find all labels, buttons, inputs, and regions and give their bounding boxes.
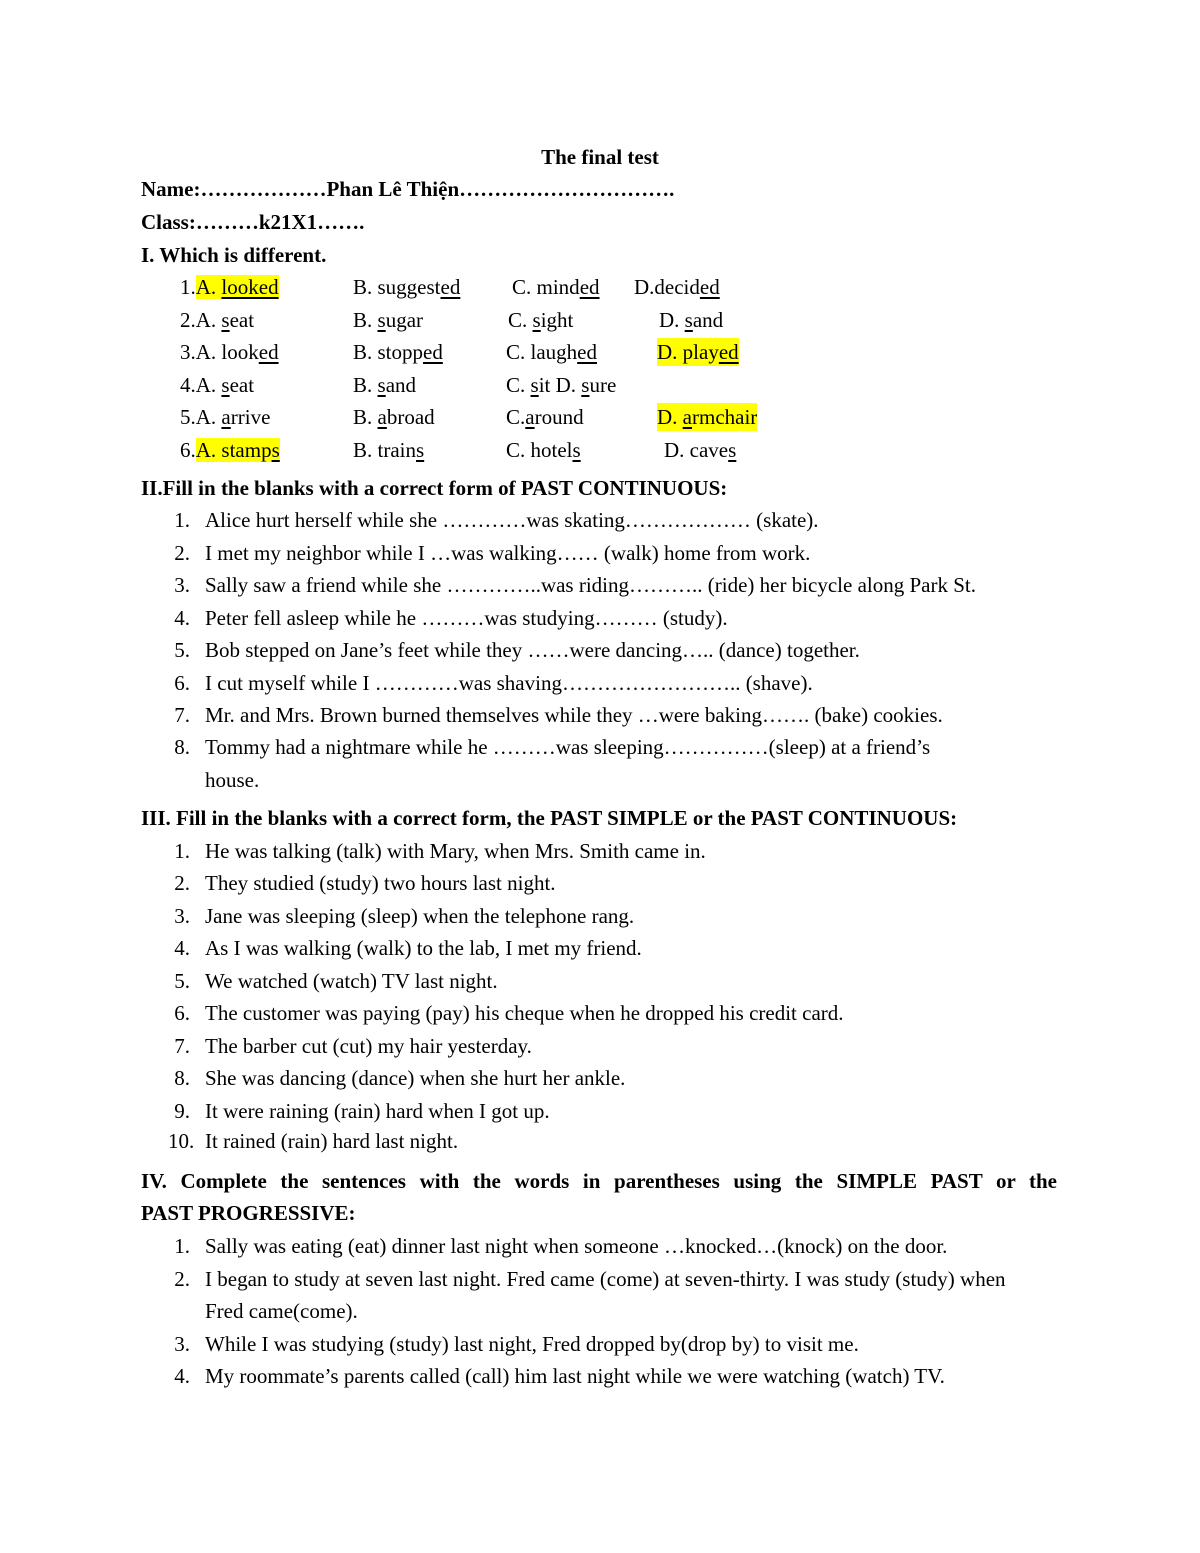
s4-item-3: While I was studying (study) last night, Fred dropped by(drop by) to visit me. (205, 1332, 859, 1356)
s2-item-7: Mr. and Mrs. Brown burned themselves while they …were baking……. (bake) cookies. (205, 703, 943, 727)
q4-row (180, 371, 254, 399)
s4-number-3: 3. (174, 1332, 190, 1356)
s2-item-1: Alice hurt herself while she …………was skating……………… (skate). (205, 508, 819, 532)
s4-item-2: I began to study at seven last night. Fred came (come) at seven-thirty. I was study (study) when (205, 1267, 1006, 1291)
s4-number-2: 2. (174, 1267, 190, 1291)
q3-row (180, 338, 279, 366)
s3-number-4: 4. (174, 936, 190, 960)
s3-number-6: 6. (174, 1001, 190, 1025)
s2-number-2: 2. (174, 541, 190, 565)
q4-option-c-d: C. sit D. sure (506, 373, 617, 397)
s2-number-5: 5. (174, 638, 190, 662)
s3-number-7: 7. (174, 1034, 190, 1058)
s2-number-4: 4. (174, 606, 190, 630)
section2-heading: II.Fill in the blanks with a correct form of PAST CONTINUOUS: (141, 476, 728, 500)
q6-option-b: B. trains (353, 438, 425, 462)
s3-item-5: We watched (watch) TV last night. (205, 969, 498, 993)
q2-row (180, 306, 254, 334)
q1-option-d: D.decided (634, 275, 720, 299)
s3-item-10: It rained (rain) hard last night. (205, 1129, 459, 1153)
s2-number-3: 3. (174, 573, 190, 597)
s2-number-7: 7. (174, 703, 190, 727)
q1-option-a: A. looked (195, 275, 279, 299)
s4-number-1: 1. (174, 1234, 190, 1258)
q1-option-c: C. minded (512, 275, 600, 299)
s3-item-6: The customer was paying (pay) his cheque when he dropped his credit card. (205, 1001, 844, 1025)
section4-heading-line1: IV. Complete the sentences with the words in parentheses using the SIMPLE PAST or the (141, 1169, 1057, 1193)
q6-option-c: C. hotels (506, 438, 581, 462)
s4-item-4: My roommate’s parents called (call) him last night while we were watching (watch) TV. (205, 1364, 945, 1388)
s3-number-9: 9. (174, 1099, 190, 1123)
s2-item-8: Tommy had a nightmare while he ………was sleeping……………(sleep) at a friend’s (205, 735, 931, 759)
s2-item-5: Bob stepped on Jane’s feet while they ……were dancing….. (dance) together. (205, 638, 860, 662)
section1-heading: I. Which is different. (141, 243, 327, 267)
q1-option-b: B. suggested (353, 275, 461, 299)
s3-number-5: 5. (174, 969, 190, 993)
q6-number: 6. (180, 438, 196, 462)
s3-item-1: He was talking (talk) with Mary, when Mrs. Smith came in. (205, 839, 706, 863)
q5-option-b: B. abroad (353, 405, 435, 429)
q3-option-a: A. looked (195, 340, 279, 364)
s2-number-8: 8. (174, 735, 190, 759)
s3-item-9: It were raining (rain) hard when I got up. (205, 1099, 550, 1123)
q5-option-c: C.around (506, 405, 584, 429)
q5-option-d: D. armchair (657, 405, 758, 429)
s3-item-7: The barber cut (cut) my hair yesterday. (205, 1034, 532, 1058)
s3-number-10: 10. (168, 1129, 195, 1153)
s3-item-2: They studied (study) two hours last night. (205, 871, 556, 895)
s4-number-4: 4. (174, 1364, 190, 1388)
s3-item-3: Jane was sleeping (sleep) when the telephone rang. (205, 904, 635, 928)
q4-option-a: A. seat (195, 373, 255, 397)
s2-item-4: Peter fell asleep while he ………was studying……… (study). (205, 606, 728, 630)
q5-row (180, 403, 270, 431)
s3-item-4: As I was walking (walk) to the lab, I met my friend. (205, 936, 642, 960)
q2-option-d: D. sand (659, 308, 724, 332)
q2-option-b: B. sugar (353, 308, 424, 332)
q1-row (180, 273, 279, 301)
q5-number: 5. (180, 405, 196, 429)
s4-item-1: Sally was eating (eat) dinner last night when someone …knocked…(knock) on the door. (205, 1234, 948, 1258)
name-line: Name:………………Phan Lê Thiện…………………………. (141, 177, 675, 201)
q4-option-b: B. sand (353, 373, 417, 397)
s3-number-2: 2. (174, 871, 190, 895)
q6-row (180, 436, 280, 464)
s2-item-8-continued: house. (205, 768, 260, 792)
q3-option-c: C. laughed (506, 340, 597, 364)
s3-item-8: She was dancing (dance) when she hurt her ankle. (205, 1066, 626, 1090)
s2-number-6: 6. (174, 671, 190, 695)
s4-item-2-continued: Fred came(come). (205, 1299, 358, 1323)
q1-number: 1. (180, 275, 196, 299)
q2-option-a: A. seat (195, 308, 255, 332)
page-title: The final test (541, 145, 659, 169)
q3-option-d: D. played (657, 340, 739, 364)
s3-number-1: 1. (174, 839, 190, 863)
s3-number-8: 8. (174, 1066, 190, 1090)
s2-item-3: Sally saw a friend while she …………..was riding……….. (ride) her bicycle along Park St. (205, 573, 977, 597)
q5-option-a: A. arrive (195, 405, 271, 429)
q3-option-b: B. stopped (353, 340, 443, 364)
s2-item-2: I met my neighbor while I …was walking…… (walk) home from work. (205, 541, 811, 565)
q3-number: 3. (180, 340, 196, 364)
q2-option-c: C. sight (508, 308, 574, 332)
q4-number: 4. (180, 373, 196, 397)
q2-number: 2. (180, 308, 196, 332)
section4-heading-line2: PAST PROGRESSIVE: (141, 1201, 356, 1225)
s2-item-6: I cut myself while I …………was shaving…………………….. (shave). (205, 671, 813, 695)
q6-option-a: A. stamps (195, 438, 280, 462)
s3-number-3: 3. (174, 904, 190, 928)
q6-option-d: D. caves (664, 438, 737, 462)
class-line: Class:………k21X1……. (141, 210, 365, 234)
s2-number-1: 1. (174, 508, 190, 532)
section3-heading: III. Fill in the blanks with a correct form, the PAST SIMPLE or the PAST CONTINUOUS: (141, 806, 958, 830)
